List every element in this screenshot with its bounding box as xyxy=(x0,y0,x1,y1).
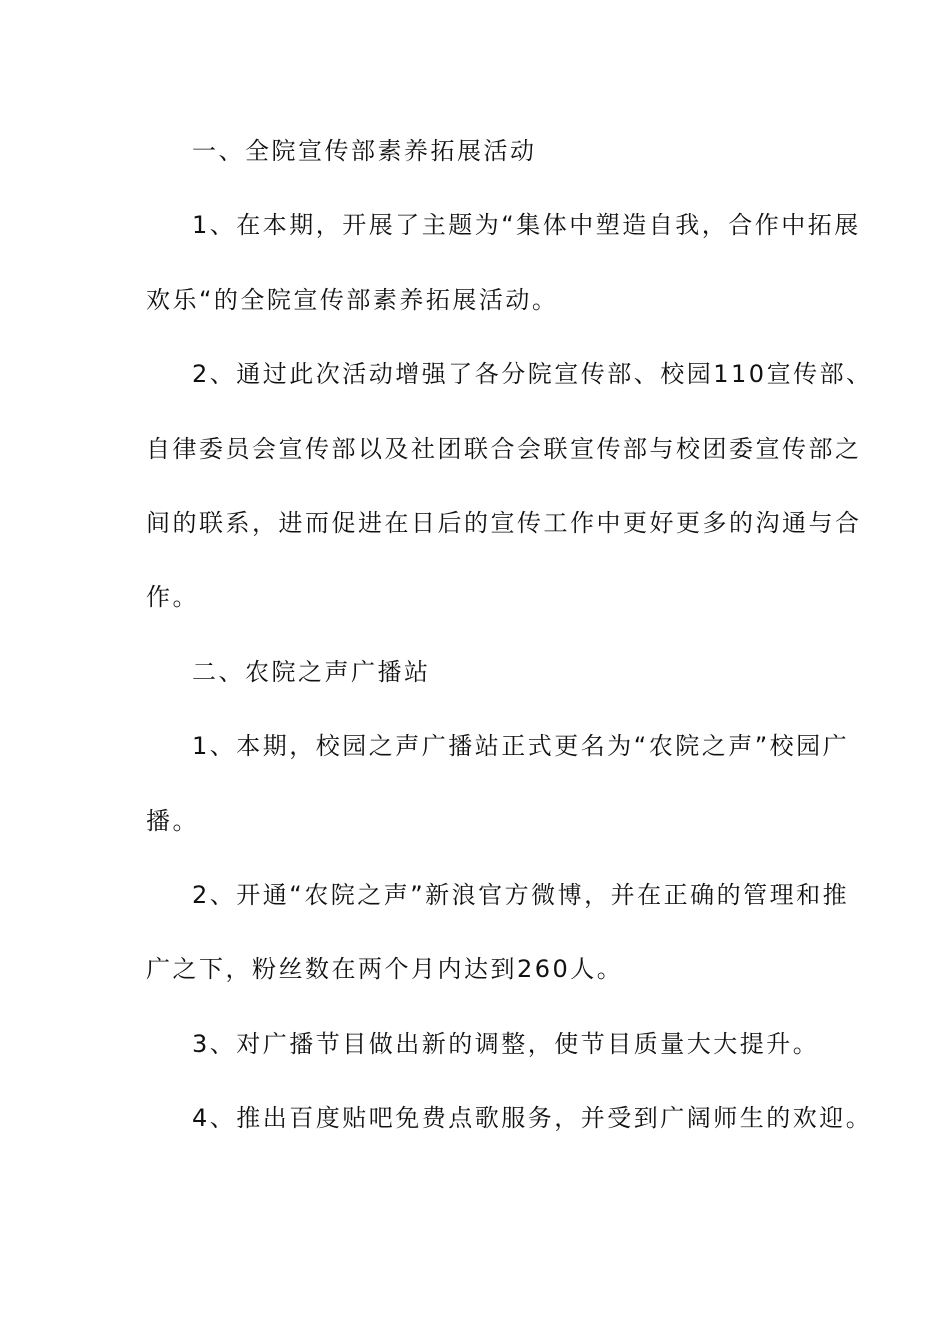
paragraph-line: 欢乐“的全院宣传部素养拓展活动。 xyxy=(146,285,559,314)
paragraph-line: 自律委员会宣传部以及社团联合会联宣传部与校团委宣传部之 xyxy=(146,434,862,463)
paragraph-line: 1、在本期，开展了主题为“集体中塑造自我，合作中拓展 xyxy=(192,211,861,240)
paragraph-line: 2、通过此次活动增强了各分院宣传部、校园110宣传部、 xyxy=(192,360,873,389)
paragraph-line: 作。 xyxy=(146,583,199,612)
paragraph-line: 3、对广播节目做出新的调整，使节目质量大大提升。 xyxy=(192,1029,820,1058)
section-heading-1: 一、全院宣传部素养拓展活动 xyxy=(192,137,537,165)
paragraph-line: 4、推出百度贴吧免费点歌服务，并受到广阔师生的欢迎。 xyxy=(192,1104,873,1133)
section-heading-2: 二、农院之声广播站 xyxy=(192,657,431,686)
paragraph-line: 广之下，粉丝数在两个月内达到260人。 xyxy=(146,955,624,984)
paragraph-line: 间的联系，进而促进在日后的宣传工作中更好更多的沟通与合 xyxy=(146,508,862,537)
paragraph-line: 1、本期，校园之声广播站正式更名为“农院之声”校园广 xyxy=(192,732,850,761)
document-body xyxy=(146,128,873,1169)
paragraph-line: 2、开通“农院之声”新浪官方微博，并在正确的管理和推 xyxy=(192,880,850,909)
paragraph-line: 播。 xyxy=(146,806,199,835)
